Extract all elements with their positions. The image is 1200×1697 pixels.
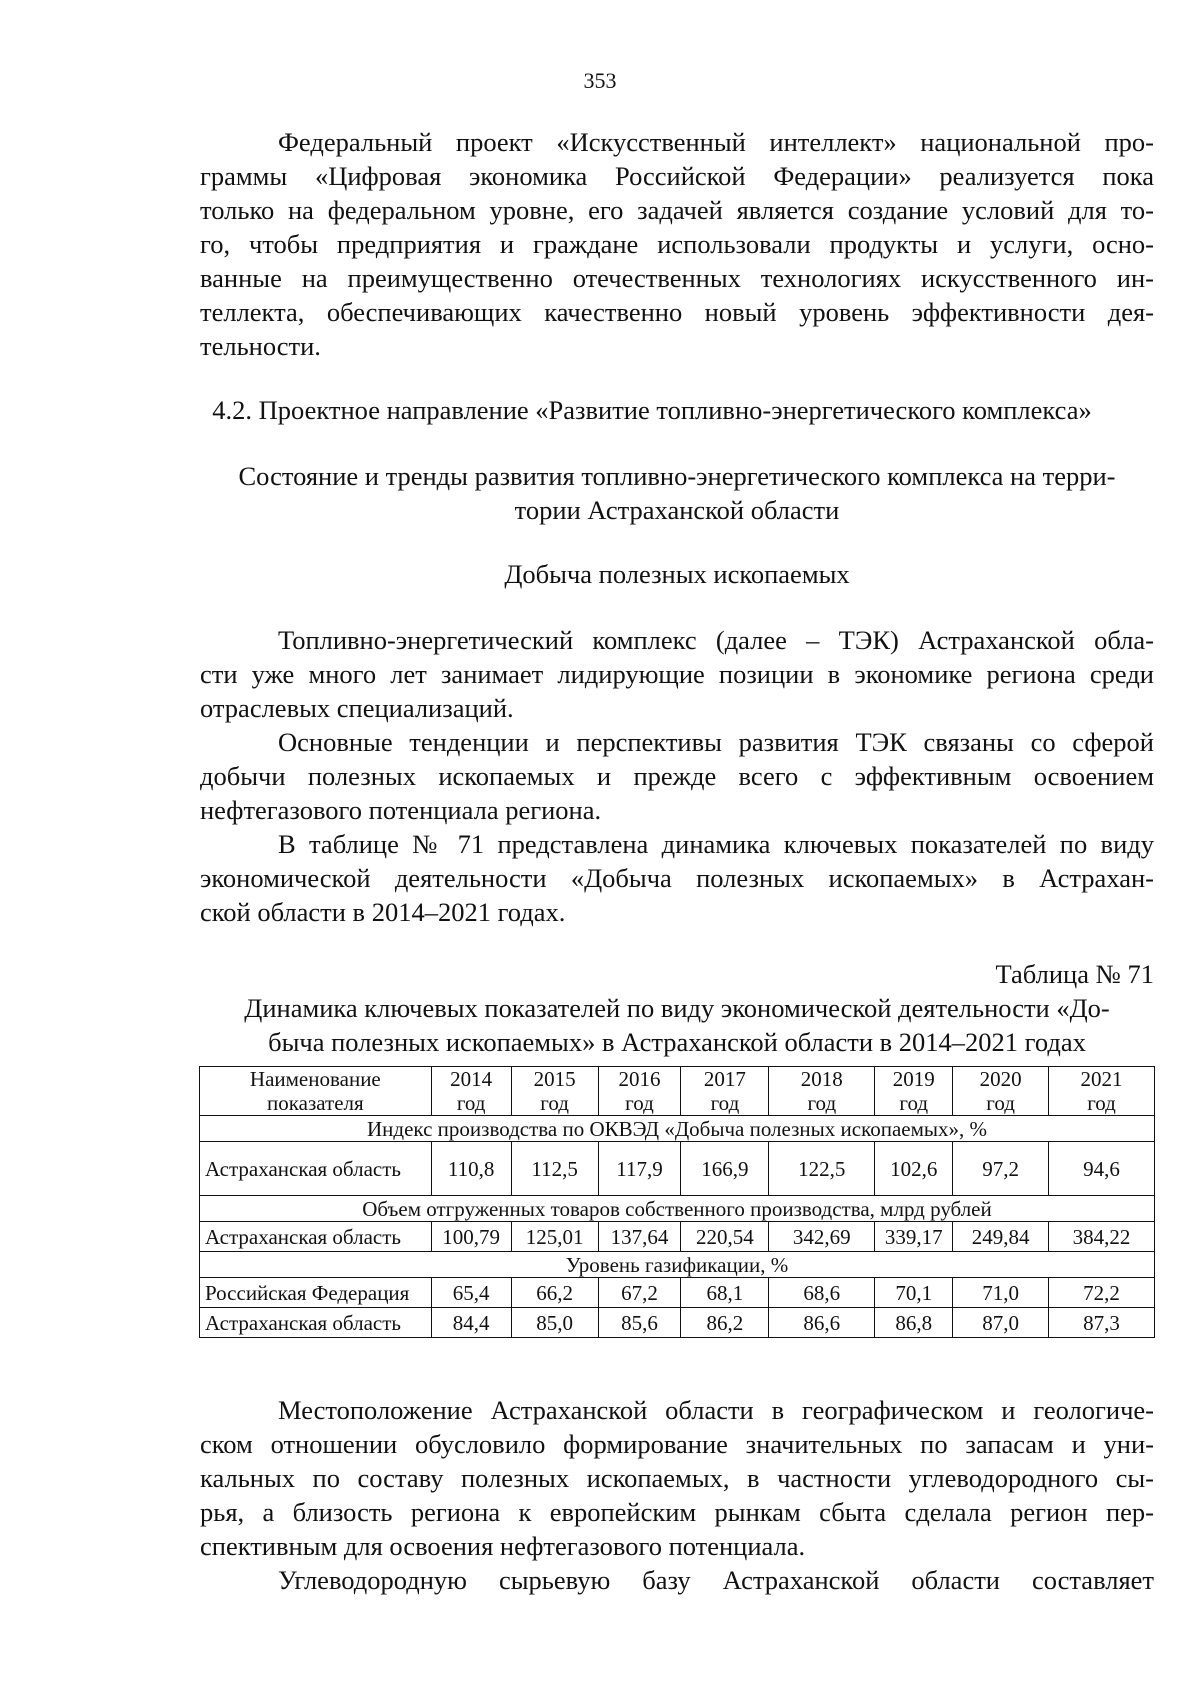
table-section-row (200, 1116, 1155, 1142)
value-cell: 71,0 (953, 1278, 1049, 1308)
page-number: 353 (583, 68, 617, 93)
header-cell-year (875, 1067, 953, 1116)
text-line: спективным для освоения нефтегазового потенциала. (200, 1531, 806, 1561)
value-cell: 166,9 (681, 1142, 769, 1196)
value-cell: 122,5 (769, 1142, 875, 1196)
header-cell-year (769, 1067, 875, 1116)
text-line: Углеводородную сырьевую базу Астраханской области составляет (278, 1565, 1154, 1595)
text-line: рья, а близость региона к европейским рынкам сбыта сделала регион пер- (200, 1497, 1154, 1527)
header-name-line: Наименование (249, 1067, 381, 1091)
value-cell: 85,0 (511, 1308, 598, 1338)
value-cell: 68,6 (769, 1278, 875, 1308)
section-title-cell: Объем отгруженных товаров собственного производства, млрд рублей (200, 1196, 1155, 1222)
table-row (200, 1278, 1155, 1308)
header-year-unit: год (540, 1091, 569, 1115)
value-cell: 86,8 (875, 1308, 953, 1338)
subheading-mining: Добыча полезных ископаемых (504, 559, 850, 589)
header-year: 2020 (979, 1067, 1022, 1091)
header-year-unit: год (899, 1091, 929, 1115)
header-name-line: показателя (267, 1091, 364, 1115)
text-line: Федеральный проект «Искусственный интеллект» национальной про- (278, 127, 1154, 157)
value-cell: 86,6 (769, 1308, 875, 1338)
value-cell: 84,4 (431, 1308, 511, 1338)
table-title-line: быча полезных ископаемых» в Астраханской области в 2014–2021 годах (268, 1027, 1086, 1057)
value-cell: 72,2 (1049, 1278, 1155, 1308)
section-heading: 4.2. Проектное направление «Развитие топливно-энергетического комплекса» (212, 395, 1092, 425)
header-cell-year (1049, 1067, 1155, 1116)
table-section-row (200, 1196, 1155, 1222)
value-cell: 110,8 (431, 1142, 511, 1196)
text-line: добычи полезных ископаемых и прежде всего с эффективным освоением (200, 761, 1154, 791)
row-name-cell: Астраханская область (200, 1308, 432, 1338)
row-name-cell: Астраханская область (200, 1142, 432, 1196)
value-cell: 249,84 (953, 1222, 1049, 1252)
table-row (200, 1142, 1155, 1196)
section-title-cell: Уровень газификации, % (200, 1252, 1155, 1278)
value-cell: 97,2 (953, 1142, 1049, 1196)
value-cell: 112,5 (511, 1142, 598, 1196)
value-cell: 68,1 (681, 1278, 769, 1308)
value-cell: 339,17 (875, 1222, 953, 1252)
text-line: ском отношении обусловило формирование значительных по запасам и уни- (200, 1429, 1154, 1459)
row-name-cell: Российская Федерация (200, 1278, 432, 1308)
header-year-unit: год (986, 1091, 1015, 1115)
value-cell: 137,64 (598, 1222, 681, 1252)
data-table (199, 1066, 1155, 1338)
header-year: 2016 (618, 1067, 661, 1091)
header-year-unit: год (456, 1091, 486, 1115)
text-line: сти уже много лет занимает лидирующие позиции в экономике региона среди (200, 659, 1154, 689)
header-year-unit: год (625, 1091, 654, 1115)
header-cell-year (598, 1067, 681, 1116)
value-cell: 70,1 (875, 1278, 953, 1308)
table-row (200, 1308, 1155, 1338)
text-line: нефтегазового потенциала региона. (200, 795, 602, 825)
text-line: только на федеральном уровне, его задачей является создание условий для то- (200, 195, 1154, 225)
text-line: В таблице № 71 представлена динамика ключевых показателей по виду (278, 829, 1154, 859)
text-line: Топливно-энергетический комплекс (далее – ТЭК) Астраханской обла- (278, 625, 1154, 655)
section-title-cell: Индекс производства по ОКВЭД «Добыча полезных ископаемых», % (200, 1116, 1155, 1142)
text-line: граммы «Цифровая экономика Российской Федерации» реализуется пока (200, 161, 1154, 191)
header-year: 2018 (800, 1067, 843, 1091)
header-year-unit: год (807, 1091, 837, 1115)
text-line: го, чтобы предприятия и граждане использовали продукты и услуги, осно- (200, 229, 1154, 259)
value-cell: 384,22 (1049, 1222, 1155, 1252)
header-year: 2021 (1080, 1067, 1123, 1091)
table-section-row (200, 1252, 1155, 1278)
header-cell-name (200, 1067, 432, 1116)
table-body (200, 1067, 1155, 1338)
header-year-unit: год (1087, 1091, 1116, 1115)
value-cell: 102,6 (875, 1142, 953, 1196)
header-year-unit: год (710, 1091, 740, 1115)
value-cell: 86,2 (681, 1308, 769, 1338)
value-cell: 342,69 (769, 1222, 875, 1252)
header-year: 2019 (892, 1067, 935, 1091)
value-cell: 67,2 (598, 1278, 681, 1308)
heading-line: тории Астраханской области (514, 495, 840, 525)
text-line: Основные тенденции и перспективы развития ТЭК связаны со сферой (278, 727, 1154, 757)
value-cell: 220,54 (681, 1222, 769, 1252)
text-line: тельности. (200, 331, 321, 361)
table-row (200, 1222, 1155, 1252)
header-year: 2014 (450, 1067, 493, 1091)
header-year: 2017 (703, 1067, 746, 1091)
text-line: экономической деятельности «Добыча полезных ископаемых» в Астрахан- (200, 863, 1154, 893)
text-line: отраслевых специализаций. (200, 693, 514, 723)
value-cell: 87,0 (953, 1308, 1049, 1338)
header-year: 2015 (533, 1067, 576, 1091)
table-label: Таблица № 71 (995, 959, 1154, 989)
heading-line: Состояние и тренды развития топливно-энергетического комплекса на терри- (238, 461, 1116, 491)
value-cell: 85,6 (598, 1308, 681, 1338)
header-cell-year (953, 1067, 1049, 1116)
value-cell: 125,01 (511, 1222, 598, 1252)
value-cell: 117,9 (598, 1142, 681, 1196)
value-cell: 66,2 (511, 1278, 598, 1308)
value-cell: 65,4 (431, 1278, 511, 1308)
header-cell-year (681, 1067, 769, 1116)
text-line: теллекта, обеспечивающих качественно новый уровень эффективности дея- (200, 297, 1154, 327)
text-line: Местоположение Астраханской области в географическом и геологиче- (278, 1395, 1154, 1425)
value-cell: 94,6 (1049, 1142, 1155, 1196)
value-cell: 100,79 (431, 1222, 511, 1252)
header-cell-year (511, 1067, 598, 1116)
table-header-row (200, 1067, 1155, 1116)
table-title-line: Динамика ключевых показателей по виду экономической деятельности «До- (244, 993, 1110, 1023)
text-line: ванные на преимущественно отечественных технологиях искусственного ин- (200, 263, 1154, 293)
text-line: кальных по составу полезных ископаемых, в частности углеводородного сы- (200, 1463, 1154, 1493)
text-line: ской области в 2014–2021 годах. (200, 897, 566, 927)
row-name-cell: Астраханская область (200, 1222, 432, 1252)
value-cell: 87,3 (1049, 1308, 1155, 1338)
header-cell-year (431, 1067, 511, 1116)
